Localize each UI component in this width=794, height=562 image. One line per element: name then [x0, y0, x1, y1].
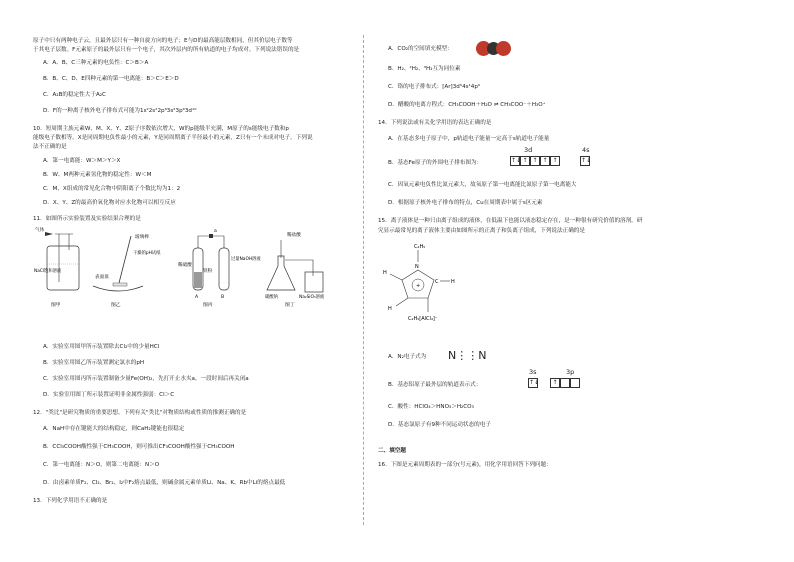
q15-text-line-2: 究显示最常见的离子液体主要由如图所示的正离子和负离子组成，下列说法正确的是: [378, 228, 585, 234]
orbital-3d-4: ↑: [540, 156, 550, 166]
ionic-liquid-structure: [378, 238, 498, 328]
q10-text-line-2: 能级电子数相等，X是同周期电负性最小的元素，Y是同周期离子半径最小的元素，Z只有一个未成对电子。下列说: [33, 135, 313, 141]
q11-option-c: C．实验室用图丙所示装置制备少量Fe(OH)₂，先打开止水夹a，一段时间后再关闭a: [43, 376, 249, 382]
q15-text-line-1: 15．离子液体是一种只由离子组成的液体，在低温下也能以液态稳定存在，是一种很有研究价值的溶剂。研: [378, 218, 643, 224]
co2-model: [476, 40, 512, 58]
q11-option-b: B．实验室用图乙所示装置测定氯水的pH: [43, 360, 145, 366]
fe-orbital-diagram: [510, 146, 592, 166]
q15-option-b: B．基态铝原子最外层的轨道表示式：: [388, 382, 482, 388]
struct-plus: +: [416, 283, 421, 289]
q10-text-line-3: 法不正确的是: [33, 144, 67, 150]
figure-ding: [265, 231, 325, 308]
q9-option-c: C．A₂B的稳定性大于A₂C: [43, 92, 106, 98]
q14-option-b: B．基态Fe原子的外围电子排布图为：: [388, 160, 483, 166]
q15-option-c: C．酸性：HClO₄＞HNO₃＞H₂CO₃: [388, 404, 474, 410]
caption-jia: 图甲: [51, 303, 61, 308]
co2-oxygen-right: [496, 41, 511, 56]
orbital-3d-5: ↑: [550, 156, 560, 166]
figure-yi: [93, 233, 161, 308]
label-dish: 表面皿: [95, 275, 109, 280]
orbital-3d-3: ↑: [530, 156, 540, 166]
q13-text: 13．下列化学用语不正确的是: [33, 498, 108, 504]
label-3s: 3s: [529, 368, 537, 376]
orbital-4s: ↑↓: [581, 157, 592, 164]
q12-option-b: B．CCl₃COOH酸性强于CH₃COOH，则可推出CF₃COOH酸性强于CH₃COOH: [43, 444, 235, 450]
label-acid: 稀硫酸: [178, 263, 192, 268]
column-divider: [363, 35, 364, 525]
q9-option-a: A．A、B、C三种元素的电负性：C＞B＞A: [43, 60, 149, 66]
struct-h-lower: H: [388, 306, 392, 312]
orbital-3d-1: ↑↓: [511, 157, 522, 164]
al-orbital-diagram: [528, 368, 580, 388]
orbital-3p-2: [560, 378, 570, 388]
q13-option-c: C．铬的电子排布式：[Ar]3d⁵4s¹4p⁰: [388, 84, 481, 90]
n2-electron-formula: N⋮⋮N: [448, 349, 487, 362]
caption-ding: 图丁: [285, 303, 295, 308]
label-naoh: 过量NaOH溶液: [231, 257, 261, 262]
q13-option-b: B．H₂、²H₂、³H₂互为同位素: [388, 66, 461, 72]
q11-option-d: D．实验室用图丁所示装置证明非金属性强弱：Cl＞C: [43, 392, 175, 398]
label-paper: 干燥的pH试纸: [133, 251, 161, 256]
q15-option-a: A．N₂电子式为: [388, 354, 427, 360]
struct-c2h5-bottom: C₂H₅[AlCl₄]⁻: [408, 316, 438, 322]
q13-option-a: A．CO₂的空间填充模型：: [388, 46, 453, 52]
label-3p: 3p: [566, 368, 575, 376]
q9-text-line-2: 于其电子层数。F元素原子的最外层只有一个电子，其次外层内的所有轨道的电子均成对。下列说法错误的是: [33, 47, 300, 53]
label-hcl: 稀盐酸: [287, 233, 301, 238]
q10-option-d: D．X、Y、Z的最高价氧化物对应水化物可以相互反应: [43, 200, 176, 206]
q9-option-b: B．B、C、D、E四种元素的第一电离能：B＞C＞E＞D: [43, 76, 179, 82]
caption-yi: 图乙: [111, 303, 121, 308]
q14-text: 14．下列说法或有关化学用语的表达正确的是: [378, 120, 492, 126]
q10-text-line-1: 10．短周期主族元素W、M、X、Y、Z原子序数依次增大，W的p能级半充满，M原子的s能级电子数和p: [33, 126, 289, 132]
label-na2co3: 碳酸钠: [265, 295, 278, 300]
q11-text: 11．如图所示实验装置及实验结果合理的是: [33, 216, 141, 222]
orbital-3p-3: [570, 378, 580, 388]
q9-option-d: D．F的一种离子核外电子排布式可能为1s²2s²2p⁶3s²3p⁶3d¹⁰: [43, 108, 197, 114]
q14-option-c: C．因氧元素电负性比氮元素大，故氧原子第一电离能比氮原子第一电离能大: [388, 182, 577, 188]
struct-c2h5-top: C₂H₅: [414, 244, 426, 250]
q14-option-a: A．在基态多电子原子中，p轨道电子能量一定高于s轨道电子能量: [388, 136, 550, 142]
label-3d: 3d: [524, 146, 533, 154]
q9-text-line-1: 原子中只有两种电子云，且最外层只有一种自旋方向的电子；E与D的最高能层数相同，但其价层电子数等: [33, 38, 293, 44]
orbital-3p-1: ↑: [550, 378, 560, 388]
q12-text: 12．"类比"是研究物质的重要思想。下列有关"类比"对物质结构或性质的推测正确的是: [33, 410, 247, 416]
q11-option-a: A．实验室用图甲所示装置除去Cl₂中的少量HCl: [43, 344, 160, 350]
apparatus-figure: [33, 226, 363, 326]
label-clamp-a: a: [214, 229, 217, 234]
label-nacl: NaCl饱和溶液: [34, 269, 62, 274]
label-iron: 铁粉: [203, 269, 213, 274]
struct-c: C: [435, 279, 439, 285]
q10-option-c: C．M、X组成的常见化合物中阴阳离子个数比均为1：2: [43, 186, 181, 192]
struct-n-top: N: [415, 264, 419, 270]
orbital-3s: ↑↓: [529, 379, 540, 386]
figure-jia: [34, 226, 79, 308]
orbital-3d-2: ↑: [520, 156, 530, 166]
q10-option-b: B．W、M两种元素氢化物的稳定性：W＜M: [43, 172, 152, 178]
struct-h-upper: H: [383, 270, 387, 276]
label-na2sio3: Na₂SiO₃溶液: [299, 295, 325, 300]
label-rod: 玻璃棒: [135, 235, 149, 240]
label-tube-b: B: [221, 295, 225, 300]
label-tube-a: A: [195, 295, 199, 300]
label-gas: 气体: [35, 228, 45, 233]
q16-text: 16．下图是元素周期表的一部分(号元素)，用化学用语回答下列问题：: [378, 462, 552, 468]
figure-bing: [178, 229, 261, 308]
q12-option-c: C．第一电离能：N＞O，则第二电离能：N＞O: [43, 462, 160, 468]
section-heading-fill-in: 二、填空题: [378, 448, 406, 454]
label-4s: 4s: [582, 146, 590, 154]
q13-option-d: D．醋酸的电离方程式：CH₃COOH＋H₂O ⇌ CH₃COO⁻＋H₃O⁺: [388, 102, 546, 108]
q10-option-a: A．第一电离能：W＞M＞Y＞X: [43, 158, 121, 164]
q15-option-d: D．基态氯原子有9种不同运动状态的电子: [388, 422, 491, 428]
q12-option-a: A．NaH中存在键能大的结构稳定，则CaH₂键能也很稳定: [43, 426, 185, 432]
struct-h-right: H: [451, 279, 455, 285]
q14-option-d: D．根据原子核外电子排布的特点，Cu在周期表中属于s区元素: [388, 200, 543, 206]
q12-option-d: D．由卤素单质F₂、Cl₂、Br₂、I₂中F₂熔点最低，则碱金属元素单质Li、Na、K、Rb中Li的熔点最低: [43, 480, 286, 486]
caption-bing: 图丙: [203, 303, 213, 308]
